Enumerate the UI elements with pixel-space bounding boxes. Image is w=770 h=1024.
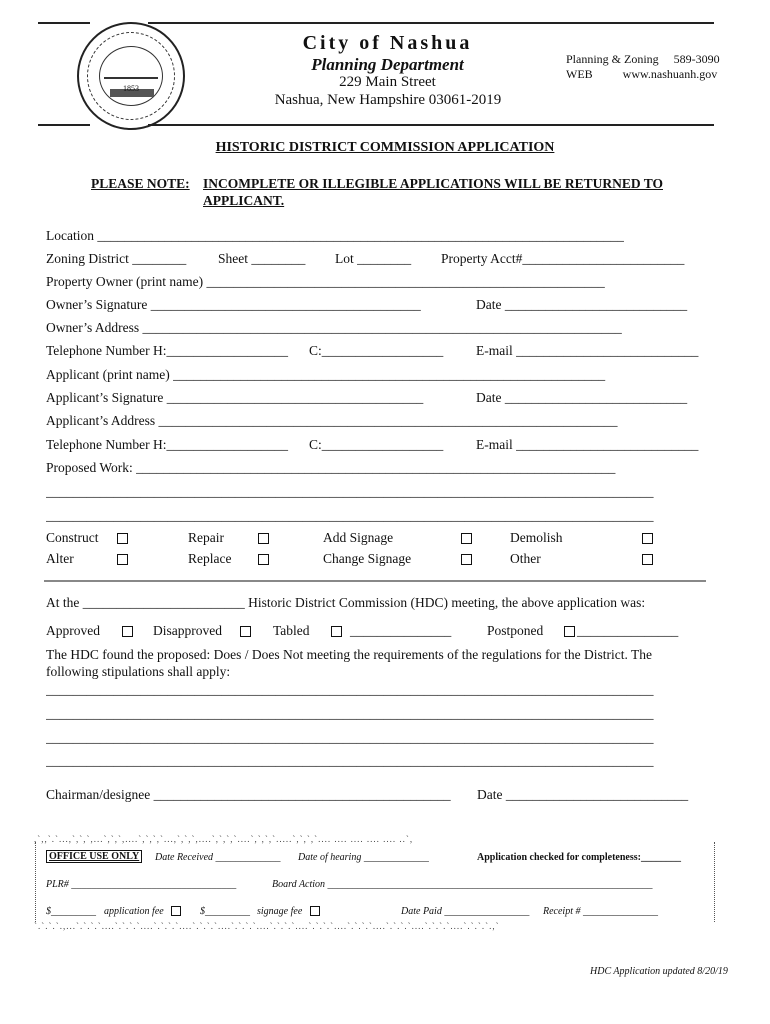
office-use-label: OFFICE USE ONLY bbox=[46, 850, 142, 863]
section-divider bbox=[44, 580, 706, 582]
location-field[interactable]: Location ______________________________________________________________________________ bbox=[46, 228, 624, 243]
owner-phone-home-field[interactable]: Telephone Number H:__________________ bbox=[46, 343, 289, 358]
disapproved-label: Disapproved bbox=[153, 623, 222, 638]
header-rule-top-right bbox=[148, 22, 714, 24]
office-box-top-border: ,`,,`.`...,`,`,`,...`,`,`,....`,`,`,`...,`,`,`,....`,`,`,`....`,`,`,`.....`,`,`,`.... .... .... .... .... ..`, bbox=[34, 834, 414, 844]
disapproved-checkbox[interactable] bbox=[240, 626, 251, 637]
office-box-bottom-border: `.`.`.`.,...`.`.`.`....`.`.`.`....`.`.`.`....`.`.`.`....`.`.`.`....`.`.`.`....`.`.`.`....`.`.`.`....`.`.`.`....`.`.`.`....`.`.`.`.,` bbox=[34, 921, 500, 931]
date-received-field[interactable]: Date Received _____________ bbox=[155, 852, 281, 863]
owner-signature-field[interactable]: Owner’s Signature ________________________________________ bbox=[46, 297, 421, 312]
city-title: City of Nashua bbox=[302, 32, 473, 54]
note-label: PLEASE NOTE: bbox=[91, 176, 190, 191]
proposed-work-line[interactable]: __________________________________________________________________________________________ bbox=[46, 484, 654, 499]
repair-label: Repair bbox=[188, 530, 224, 545]
finding-text: The HDC found the proposed: Does / Does Not meeting the requirements of the regulations for the District. The bbox=[46, 647, 652, 662]
city-seal: 1853 bbox=[77, 22, 185, 130]
owner-email-field[interactable]: E-mail ___________________________ bbox=[476, 343, 699, 358]
form-title: HISTORIC DISTRICT COMMISSION APPLICATION bbox=[215, 140, 555, 155]
replace-label: Replace bbox=[188, 551, 232, 566]
footer-version: HDC Application updated 8/20/19 bbox=[590, 966, 728, 977]
change-signage-label: Change Signage bbox=[323, 551, 412, 566]
stipulation-line[interactable]: __________________________________________________________________________________________ bbox=[46, 682, 654, 697]
signage-fee-amount[interactable]: $_________ bbox=[200, 906, 250, 917]
application-fee-checkbox[interactable] bbox=[171, 906, 181, 916]
demolish-label: Demolish bbox=[510, 530, 563, 545]
signage-fee-label: signage fee bbox=[257, 906, 303, 917]
postponed-line[interactable]: _______________ bbox=[577, 623, 679, 638]
department-name: Planning Department bbox=[311, 55, 464, 74]
proposed-work-line[interactable]: __________________________________________________________________________________________ bbox=[46, 508, 654, 523]
demolish-checkbox[interactable] bbox=[642, 533, 653, 544]
board-action-field[interactable]: Board Action _________________________________________________________________ bbox=[272, 879, 653, 890]
date-of-hearing-field[interactable]: Date of hearing _____________ bbox=[298, 852, 429, 863]
city-state-zip: Nashua, New Hampshire 03061-2019 bbox=[274, 92, 502, 108]
applicant-address-field[interactable]: Applicant’s Address ____________________________________________________________________ bbox=[46, 413, 618, 428]
chairman-signature-field[interactable]: Chairman/designee ____________________________________________ bbox=[46, 787, 451, 802]
approved-label: Approved bbox=[46, 623, 100, 638]
tabled-checkbox[interactable] bbox=[331, 626, 342, 637]
proposed-work-field[interactable]: Proposed Work: _______________________________________________________________________ bbox=[46, 460, 616, 475]
repair-checkbox[interactable] bbox=[258, 533, 269, 544]
applicant-date-field[interactable]: Date ___________________________ bbox=[476, 390, 688, 405]
application-fee-amount[interactable]: $_________ bbox=[46, 906, 96, 917]
sheet-field[interactable]: Sheet ________ bbox=[218, 251, 306, 266]
owner-date-field[interactable]: Date ___________________________ bbox=[476, 297, 688, 312]
other-label: Other bbox=[510, 551, 541, 566]
chairman-date-field[interactable]: Date ___________________________ bbox=[477, 787, 689, 802]
applicant-phone-cell-field[interactable]: C:__________________ bbox=[309, 437, 444, 452]
owner-address-field[interactable]: Owner’s Address _______________________________________________________________________ bbox=[46, 320, 622, 335]
construct-label: Construct bbox=[46, 530, 99, 545]
zoning-district-field[interactable]: Zoning District ________ bbox=[46, 251, 187, 266]
plr-field[interactable]: PLR# _________________________________ bbox=[46, 879, 237, 890]
stipulation-line[interactable]: __________________________________________________________________________________________ bbox=[46, 706, 654, 721]
office-box-left-border bbox=[35, 842, 36, 922]
alter-label: Alter bbox=[46, 551, 74, 566]
other-checkbox[interactable] bbox=[642, 554, 653, 565]
completeness-check-field[interactable]: Application checked for completeness:________ bbox=[477, 852, 681, 863]
change-signage-checkbox[interactable] bbox=[461, 554, 472, 565]
property-owner-field[interactable]: Property Owner (print name) ___________________________________________________________ bbox=[46, 274, 605, 289]
postponed-checkbox[interactable] bbox=[564, 626, 575, 637]
replace-checkbox[interactable] bbox=[258, 554, 269, 565]
tabled-label: Tabled bbox=[273, 623, 310, 638]
meeting-line[interactable]: At the ________________________ Historic District Commission (HDC) meeting, the above application was: bbox=[46, 595, 646, 610]
add-signage-label: Add Signage bbox=[323, 530, 394, 545]
contact-web: WEB www.nashuanh.gov bbox=[566, 67, 718, 81]
signage-fee-checkbox[interactable] bbox=[310, 906, 320, 916]
applicant-email-field[interactable]: E-mail ___________________________ bbox=[476, 437, 699, 452]
street-address: 229 Main Street bbox=[339, 74, 436, 90]
header-rule-bottom-left bbox=[38, 124, 90, 126]
finding-text-2: following stipulations shall apply: bbox=[46, 664, 231, 679]
office-box-right-border bbox=[714, 842, 715, 922]
stipulation-line[interactable]: __________________________________________________________________________________________ bbox=[46, 753, 654, 768]
owner-phone-cell-field[interactable]: C:__________________ bbox=[309, 343, 444, 358]
application-fee-label: application fee bbox=[104, 906, 164, 917]
header-rule-bottom-right bbox=[148, 124, 714, 126]
header-rule-top-left bbox=[38, 22, 90, 24]
note-text-2: APPLICANT. bbox=[203, 193, 285, 208]
add-signage-checkbox[interactable] bbox=[461, 533, 472, 544]
tabled-line[interactable]: _______________ bbox=[350, 623, 452, 638]
approved-checkbox[interactable] bbox=[122, 626, 133, 637]
construct-checkbox[interactable] bbox=[117, 533, 128, 544]
receipt-number-field[interactable]: Receipt # _______________ bbox=[543, 906, 658, 917]
property-acct-field[interactable]: Property Acct#________________________ bbox=[441, 251, 685, 266]
date-paid-field[interactable]: Date Paid _________________ bbox=[401, 906, 530, 917]
applicant-name-field[interactable]: Applicant (print name) ________________________________________________________________ bbox=[46, 367, 606, 382]
applicant-phone-home-field[interactable]: Telephone Number H:__________________ bbox=[46, 437, 289, 452]
note-text: INCOMPLETE OR ILLEGIBLE APPLICATIONS WILL BE RETURNED TO bbox=[203, 176, 663, 191]
lot-field[interactable]: Lot ________ bbox=[335, 251, 412, 266]
postponed-label: Postponed bbox=[487, 623, 544, 638]
applicant-signature-field[interactable]: Applicant’s Signature ______________________________________ bbox=[46, 390, 424, 405]
contact-phone: Planning & Zoning 589-3090 bbox=[566, 52, 720, 66]
stipulation-line[interactable]: __________________________________________________________________________________________ bbox=[46, 730, 654, 745]
alter-checkbox[interactable] bbox=[117, 554, 128, 565]
